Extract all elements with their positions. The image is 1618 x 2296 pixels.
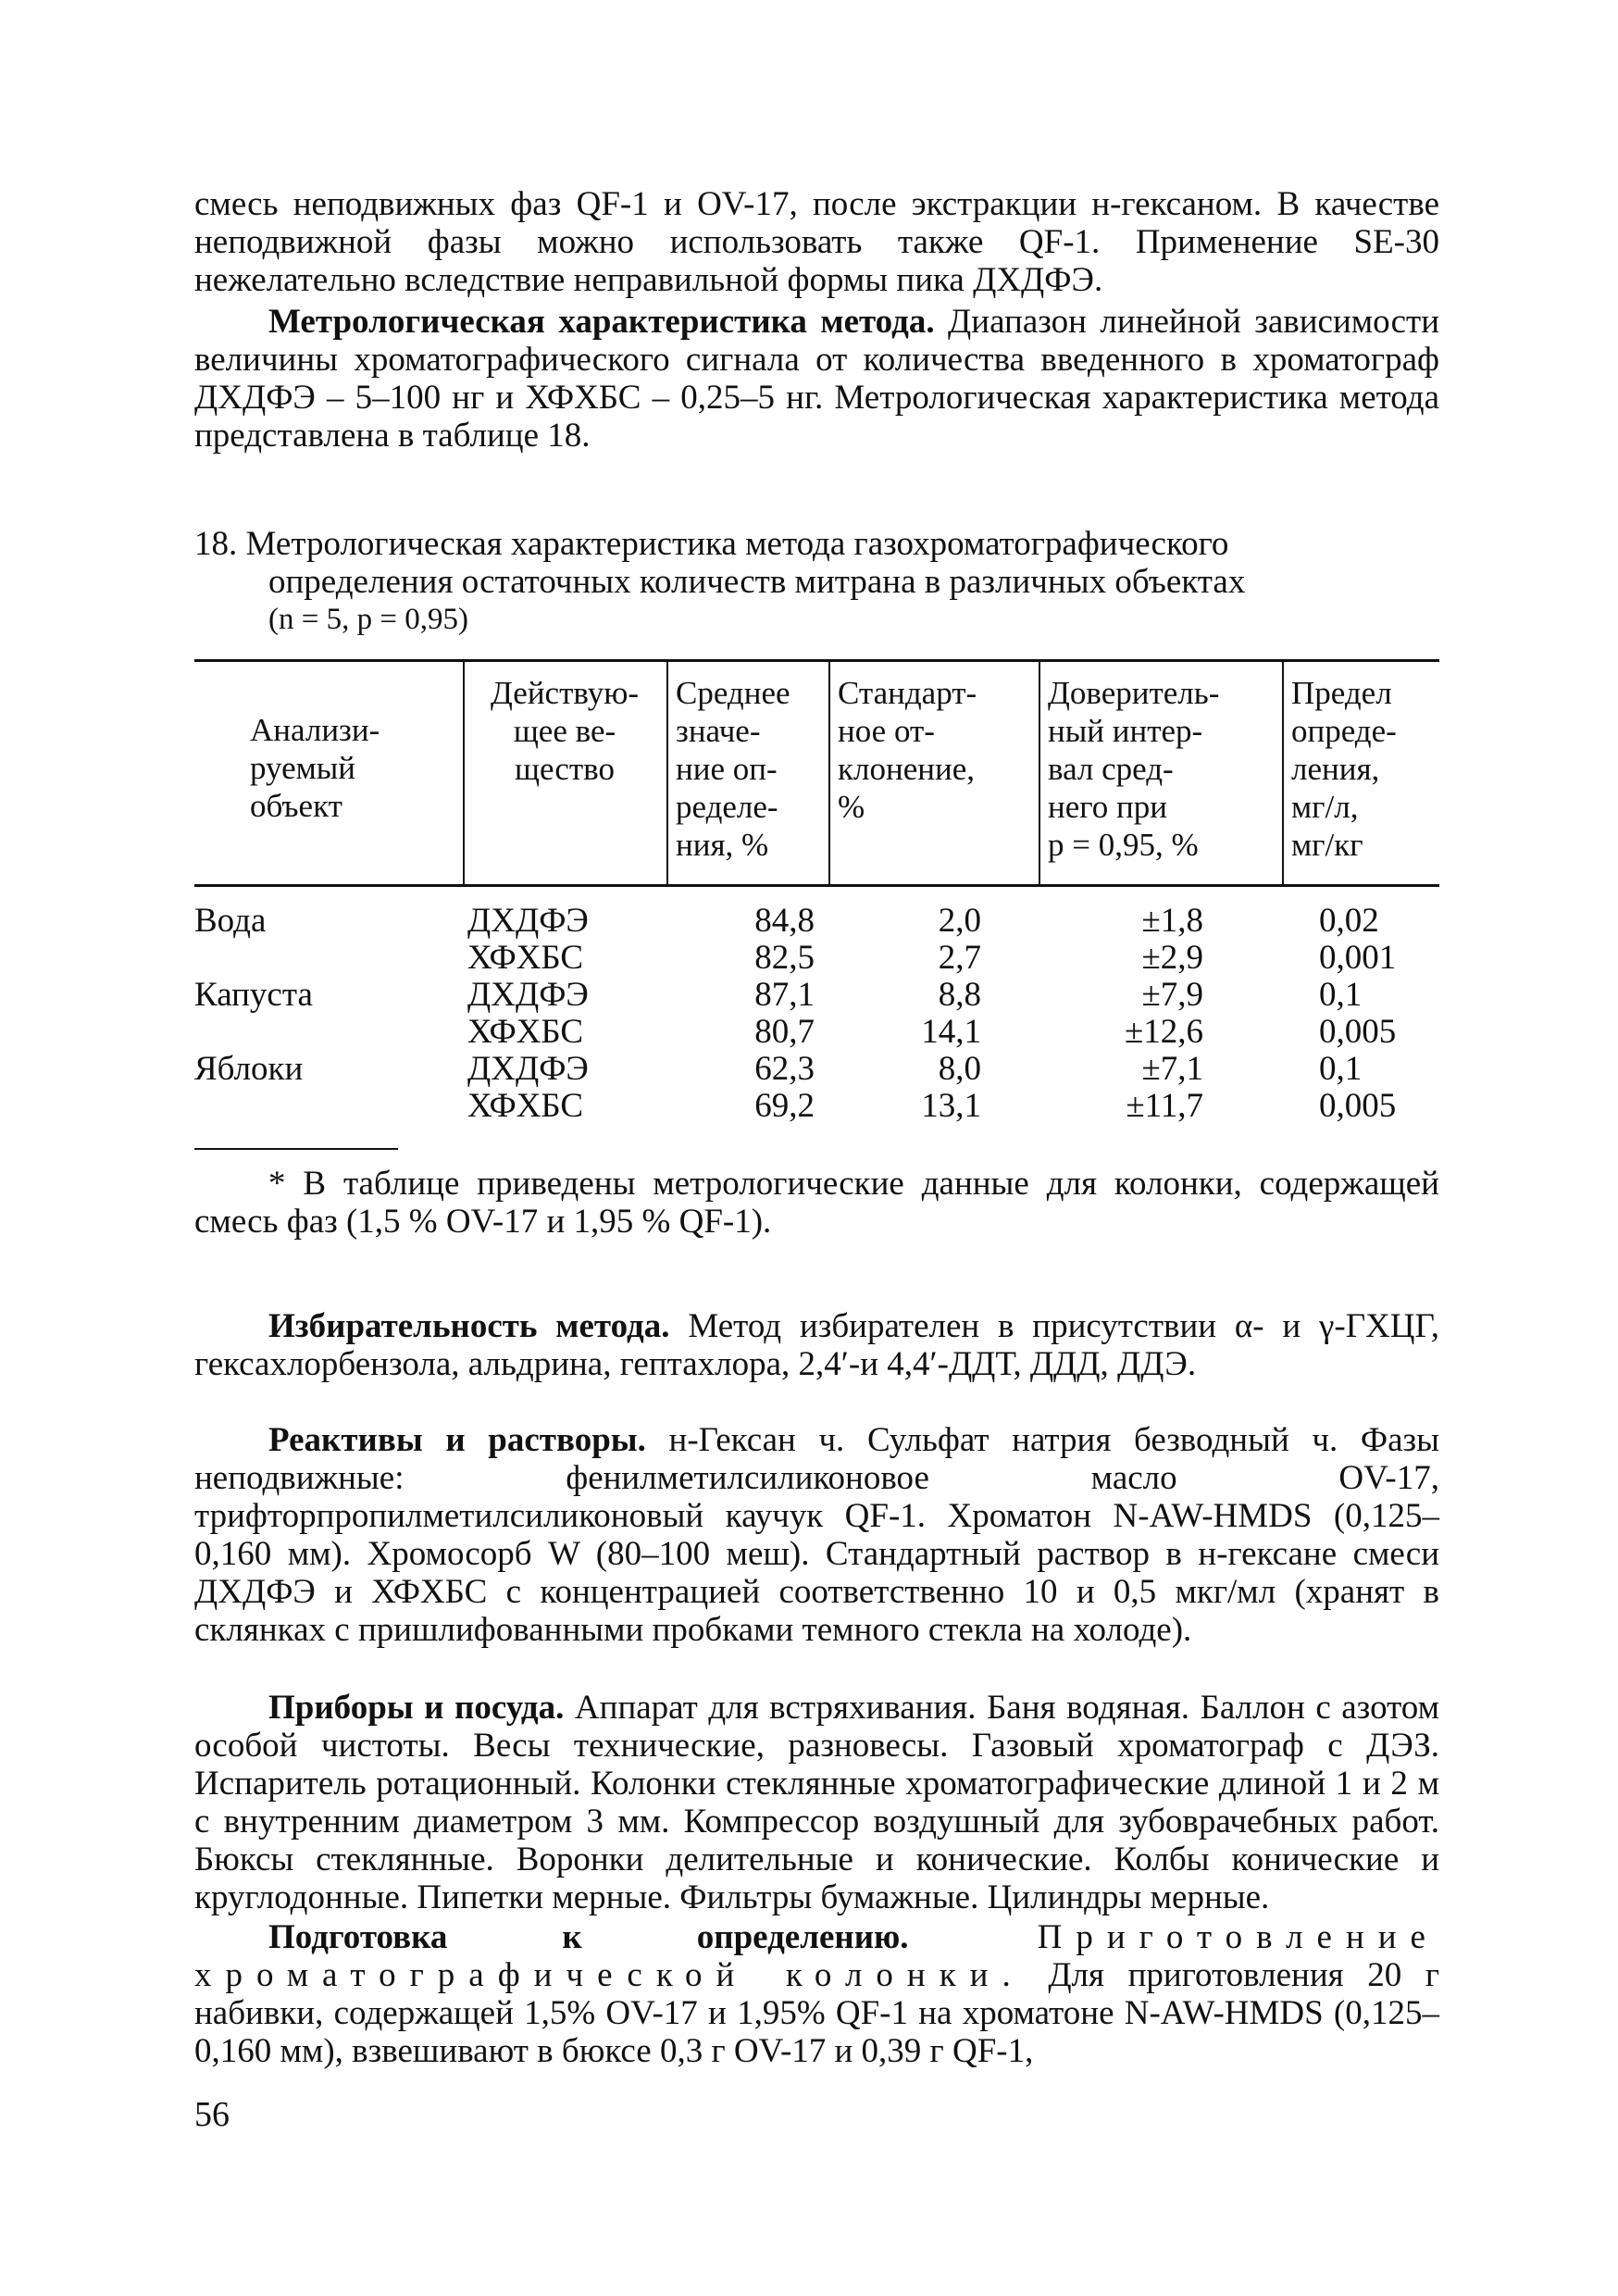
caption-line-3: (n = 5, p = 0,95) <box>268 603 468 636</box>
col-divider-4 <box>1039 662 1040 884</box>
selectivity-heading: Избирательность метода. <box>268 1307 670 1345</box>
row-substance: ДХДФЭ <box>467 902 589 940</box>
row-sd: 2,0 <box>938 902 981 940</box>
col-divider-3 <box>828 662 830 884</box>
row-substance: ДХДФЭ <box>467 976 589 1014</box>
col-divider-1 <box>463 662 465 884</box>
metrology-paragraph <box>194 303 1439 455</box>
header-sd: Стандарт- ное от- клонение, % <box>838 675 977 825</box>
row-sd: 8,8 <box>938 976 981 1014</box>
row-substance: ХФХБС <box>467 1013 584 1051</box>
row-object: Яблоки <box>194 1050 304 1088</box>
row-limit: 0,001 <box>1319 939 1397 977</box>
row-ci: ±1,8 <box>1141 902 1203 940</box>
row-object: Вода <box>194 902 267 940</box>
row-sd: 2,7 <box>938 939 981 977</box>
row-ci: ±11,7 <box>1126 1087 1203 1125</box>
col-divider-2 <box>666 662 668 884</box>
header-object: Анализи- руемый объект <box>250 712 380 824</box>
col-divider-5 <box>1282 662 1284 884</box>
intro-paragraph <box>194 185 1439 299</box>
row-object: Капуста <box>194 976 313 1014</box>
row-limit: 0,1 <box>1319 1050 1363 1088</box>
preparation-subheading: Приготовление хроматографической колонки. <box>194 1918 1439 1994</box>
row-ci: ±12,6 <box>1124 1013 1203 1051</box>
preparation-text: Для приготовления 20 г набивки, содержащей 1,5% OV-17 и 1,95% QF-1 на хроматоне N-AW-HMDS (0,125–0,160 мм), взвешивают в бюксе 0,3 г OV-17 и 0,39 г QF-1, <box>194 1956 1439 2070</box>
row-mean: 84,8 <box>754 902 815 940</box>
row-limit: 0,005 <box>1319 1087 1397 1125</box>
table-top-rule <box>194 659 1439 662</box>
preparation-heading: Подготовка к определению. <box>268 1918 909 1956</box>
row-ci: ±2,9 <box>1141 939 1203 977</box>
devices-text: Аппарат для встряхивания. Баня водяная. Баллон с азотом особой чистоты. Весы технические, разновесы. Газовый хроматограф с ДЭЗ. Испаритель ротационный. Колонки стеклянные хроматографические длиной 1 и 2 м с внутренним диаметром 3 мм. Компрессор воздушный для зубоврачебных работ. Бюксы стеклянные. Воронки делительные и конические. Колбы конические и круглодонные. Пипетки мерные. Фильтры бумажные. Цилиндры мерные. <box>194 1689 1439 1916</box>
devices-heading: Приборы и посуда. <box>268 1689 565 1727</box>
intro-text: смесь неподвижных фаз QF-1 и OV-17, после экстракции н-гексаном. В качестве неподвижной фазы можно использовать также QF-1. Применение SE-30 нежелательно вследствие неправильной формы пика ДХДФЭ. <box>194 185 1439 299</box>
row-mean: 82,5 <box>754 939 815 977</box>
page-number: 56 <box>194 2095 230 2134</box>
row-ci: ±7,9 <box>1141 976 1203 1014</box>
row-mean: 69,2 <box>754 1087 815 1125</box>
header-limit: Предел опреде- ления, мг/л, мг/кг <box>1291 675 1397 863</box>
reagents-paragraph <box>194 1421 1439 1649</box>
table-caption <box>194 525 1439 639</box>
devices-paragraph <box>194 1689 1439 1916</box>
row-limit: 0,005 <box>1319 1013 1397 1051</box>
row-sd: 14,1 <box>921 1013 981 1051</box>
reagents-text: н-Гексан ч. Сульфат натрия безводный ч. Фазы неподвижные: фенилметилсиликоновое масло OV-17, трифторпропилметилсиликоновый каучук QF-1. Хроматон N-AW-HMDS (0,125–0,160 мм). Хромосорб W (80–100 меш). Стандартный раствор в н-гексане смеси ДХДФЭ и ХФХБС с концентрацией соответственно 10 и 0,5 мкг/мл (хранят в склянках с пришлифованными пробками темного стекла на холоде). <box>194 1421 1439 1649</box>
row-sd: 13,1 <box>921 1087 981 1125</box>
header-mean: Среднее значе- ние оп- ределе- ния, % <box>676 675 790 863</box>
caption-line-2: определения остаточных количеств митрана в различных объектах <box>268 563 1246 601</box>
preparation-paragraph <box>194 1918 1439 2070</box>
row-sd: 8,0 <box>938 1050 981 1088</box>
selectivity-text: Метод избирателен в присутствии α- и γ-ГХЦГ, гексахлорбензола, альдрина, гептахлора, 2,4′-и 4,4′-ДДТ, ДДД, ДДЭ. <box>194 1307 1439 1383</box>
row-substance: ХФХБС <box>467 1087 584 1125</box>
metrology-heading: Метрологическая характеристика метода. <box>268 303 935 341</box>
reagents-heading: Реактивы и растворы. <box>268 1421 646 1459</box>
footnote-rule <box>194 1148 398 1150</box>
row-mean: 80,7 <box>754 1013 815 1051</box>
row-mean: 87,1 <box>754 976 815 1014</box>
row-ci: ±7,1 <box>1141 1050 1203 1088</box>
row-mean: 62,3 <box>754 1050 815 1088</box>
row-substance: ДХДФЭ <box>467 1050 589 1088</box>
selectivity-paragraph <box>194 1307 1439 1383</box>
table-header-rule <box>194 884 1439 887</box>
footnote-text: * В таблице приведены метрологические данные для колонки, содержащей смесь фаз (1,5 % OV-17 и 1,95 % QF-1). <box>194 1165 1439 1241</box>
row-limit: 0,02 <box>1319 902 1379 940</box>
header-substance: Действую- щее ве- щество <box>490 675 640 787</box>
row-substance: ХФХБС <box>467 939 584 977</box>
metrology-text: Диапазон линейной зависимости величины хроматографического сигнала от количества введенного в хроматограф ДХДФЭ – 5–100 нг и ХФХБС – 0,25–5 нг. Метрологическая характеристика метода представлена в таблице 18. <box>194 303 1439 455</box>
table-footnote <box>194 1165 1439 1241</box>
header-ci: Доверитель- ный интер- вал сред- него при p = 0,95, % <box>1048 675 1220 863</box>
caption-line-1: 18. Метрологическая характеристика метода газохроматографического <box>194 525 1229 563</box>
row-limit: 0,1 <box>1319 976 1363 1014</box>
